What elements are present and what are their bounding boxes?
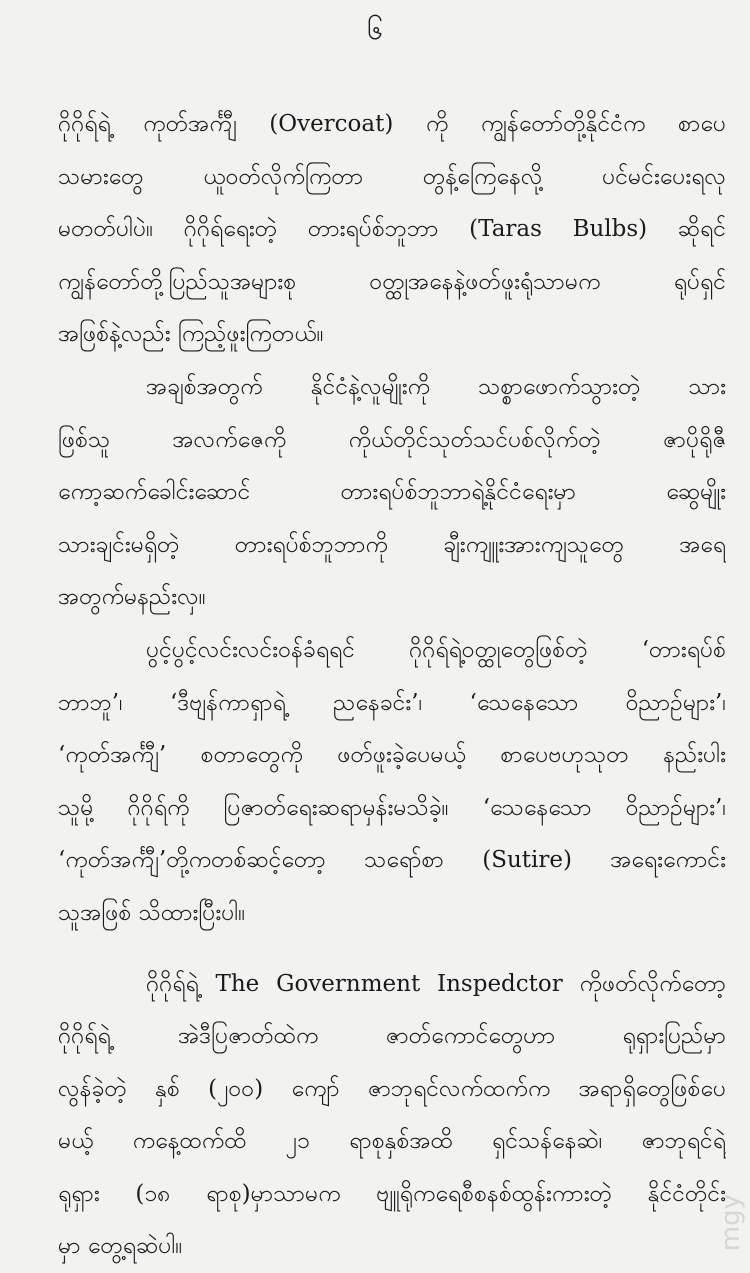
text-line: အတွက်မနည်းလှ။ <box>58 571 726 624</box>
text-line: မှာ တွေ့ရဆဲပါ။ <box>58 1220 726 1273</box>
text-body <box>58 98 726 1273</box>
text-line: သမားတွေ ယူဝတ်လိုက်ကြတာ တွန့်ကြေနေလို့ ပင်မင်းပေးရလု <box>58 151 726 204</box>
text-line: ဂိုဂိုရ်ရဲ့ The Government Inspedctor ကိုဖတ်လိုက်တော့ <box>58 958 726 1011</box>
text-line: ကျွန်တော်တို့ပြည်သူအများစု ဝတ္ထုအနေနဲ့ဖတ်ဖူးရုံသာမက ရုပ်ရှင် <box>58 256 726 309</box>
text-line: သားချင်းမရှိတဲ့ တားရပ်စ်ဘူဘာကို ချီးကျူးအားကျသူတွေ အရေ <box>58 519 726 572</box>
text-line: ဂိုဂိုရ်ရဲ့ အဲဒီပြဇာတ်ထဲက ဇာတ်ကောင်တွေဟာ ရုရှားပြည်မှာ <box>58 1010 726 1063</box>
text-line: ကော့ဆက်ခေါင်းဆောင် တားရပ်စ်ဘူဘာရဲ့နိုင်ငံရေးမှာ ဆွေမျိုး <box>58 466 726 519</box>
paragraph-1 <box>58 98 726 361</box>
text-line: သူအဖြစ် သိထားပြီးပါ။ <box>58 887 726 940</box>
page-number: ၆ <box>0 10 750 50</box>
paragraph-3 <box>58 624 726 940</box>
text-line: ပွင့်ပွင့်လင်းလင်းဝန်ခံရရင် ဂိုဂိုရ်ရဲ့ဝတ္ထုတွေဖြစ်တဲ့ ‘တားရပ်စ် <box>58 624 726 677</box>
watermark: mgy <box>716 1194 746 1251</box>
text-line: မယ့် ကနေ့ထက်ထိ ၂၁ ရာစုနှစ်အထိ ရှင်သန်နေဆဲ၊ ဇာဘုရင်ရဲ့ <box>58 1115 726 1168</box>
text-line: ရုရှား (၁၈ ရာစု)မှာသာမက ဗျူရိုကရေစီစနစ်ထွန်းကားတဲ့ နိုင်ငံတိုင်း <box>58 1168 726 1221</box>
text-line: အချစ်အတွက် နိုင်ငံနဲ့လူမျိုးကို သစ္စာဖောက်သွားတဲ့ သား <box>58 361 726 414</box>
text-line: လွန်ခဲ့တဲ့ နှစ် (၂၀၀) ကျော် ဇာဘုရင်လက်ထက်က အရာရှိတွေဖြစ်ပေ <box>58 1063 726 1116</box>
paragraph-spacer <box>58 940 726 958</box>
text-line: ‘ကုတ်အင်္ကျီ’တို့ကတစ်ဆင့်တော့ သရော်စာ (Sutire) အရေးကောင်း <box>58 834 726 887</box>
paragraph-4 <box>58 958 726 1273</box>
text-line: ဘာဘူ’၊ ‘ဒီဗျန်ကာရှာရဲ့ ညနေခင်း’၊ ‘သေနေသော ဝိညာဉ်များ’၊ <box>58 677 726 730</box>
text-line: မတတ်ပါပဲ။ ဂိုဂိုရ်ရေးတဲ့ တားရပ်စ်ဘူဘာ (Taras Bulbs) ဆိုရင် <box>58 203 726 256</box>
paragraph-2 <box>58 361 726 624</box>
text-line: ဖြစ်သူ အလက်ဇေကို ကိုယ်တိုင်သုတ်သင်ပစ်လိုက်တဲ့ ဇာပိုရိုဇီ <box>58 414 726 467</box>
text-line: ‘ကုတ်အင်္ကျီ’ စတာတွေကို ဖတ်ဖူးခဲ့ပေမယ့် စာပေဗဟုသုတ နည်းပါး <box>58 729 726 782</box>
text-line: သူမို့ ဂိုဂိုရ်ကို ပြဇာတ်ရေးဆရာမှန်းမသိခဲ့။ ‘သေနေသော ဝိညာဉ်များ’၊ <box>58 782 726 835</box>
text-line: အဖြစ်နဲ့လည်း ကြည့်ဖူးကြတယ်။ <box>58 308 726 361</box>
text-line: ဂိုဂိုရ်ရဲ့ ကုတ်အင်္ကျီ (Overcoat) ကို ကျွန်တော်တို့နိုင်ငံက စာပေ <box>58 98 726 151</box>
